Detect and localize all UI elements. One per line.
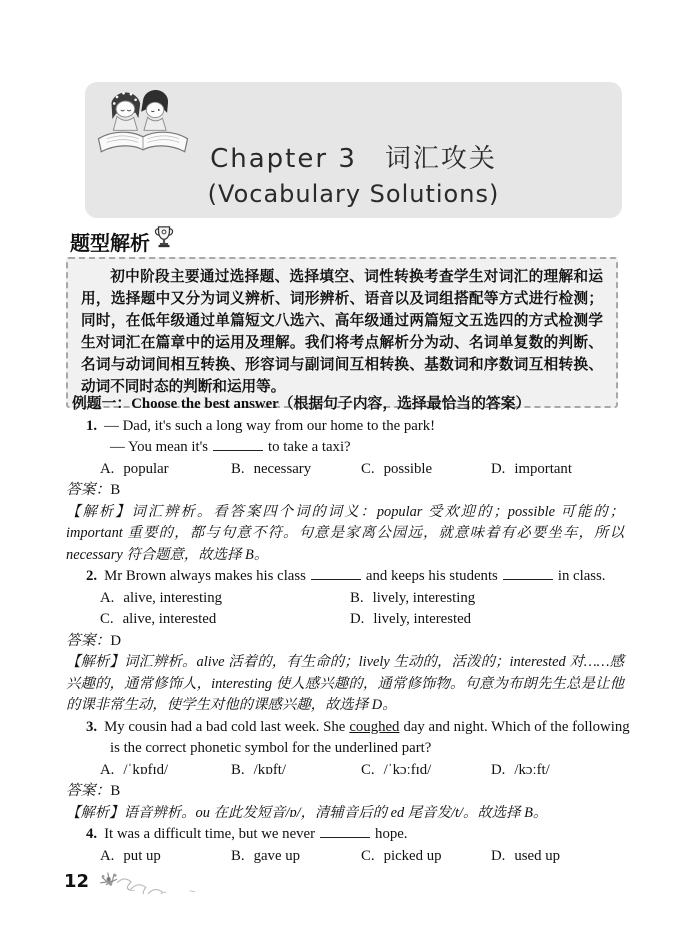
question-1-analysis: 【解析】词汇辨析。看答案四个词的词义：popular 受欢迎的；possible 可能的；important 重要的，都与句意不符。句意是家离公园远，就意味着有必要坐车，所以 necessary 符合题意，故选择 B。 — [66, 503, 624, 563]
children-reading-illustration — [92, 85, 194, 159]
section-heading — [70, 227, 175, 256]
question-text: Mr Brown always makes his class — [104, 568, 306, 584]
question-2-options-row-1 — [66, 588, 624, 610]
question-number: 2. — [86, 568, 98, 584]
answer-label: 答案： — [66, 783, 111, 799]
answer-blank — [320, 825, 370, 838]
question-text: in class. — [557, 568, 606, 584]
question-3-line-1 — [66, 717, 630, 739]
option-c: C. picked up — [361, 847, 442, 864]
question-3-answer — [66, 781, 624, 803]
question-text: — Dad, it's such a long way from our home to the park! — [104, 417, 436, 434]
question-text: hope. — [375, 826, 408, 842]
question-1-answer — [66, 480, 624, 502]
option-a: A. popular — [100, 460, 169, 477]
chapter-header — [85, 82, 622, 218]
question-text: It was a difficult time, but we never — [104, 826, 316, 842]
question-text: — You mean it's — [110, 439, 209, 455]
option-b: B. gave up — [231, 847, 301, 864]
example-heading: 例题一：Choose the best answer（根据句子内容，选择最恰当的答案） — [72, 396, 531, 412]
underlined-word: coughed — [349, 718, 400, 735]
page-footer — [64, 868, 244, 894]
option-d: D. used up — [491, 847, 561, 864]
section-title: 题型解析 — [70, 231, 150, 255]
question-4-line-1 — [66, 824, 624, 846]
page-number: 12 — [64, 870, 90, 892]
answer-blank — [311, 567, 361, 580]
answer-value: B — [110, 482, 121, 498]
question-3-options — [66, 760, 624, 782]
answer-value: D — [110, 632, 122, 649]
question-1-line-1 — [66, 416, 624, 438]
vine-ornament-icon — [94, 868, 244, 894]
question-text: My cousin had a bad cold last week. She — [104, 718, 346, 735]
question-text: to take a taxi? — [268, 439, 351, 455]
question-3-line-2 — [66, 738, 624, 760]
answer-value: B — [110, 783, 121, 799]
question-number: 3. — [86, 718, 98, 735]
content — [66, 394, 630, 867]
question-2-answer — [66, 631, 624, 653]
answer-label: 答案： — [66, 482, 111, 498]
question-1-line-2 — [66, 437, 624, 459]
option-c: C. alive, interested — [100, 611, 217, 627]
option-b: B. necessary — [231, 460, 312, 477]
question-3-analysis: 【解析】语音辨析。ou 在此发短音/ɒ/，清辅音后的 ed 尾音发/t/。故选择 B。 — [66, 804, 548, 821]
trophy-icon — [153, 224, 175, 250]
option-a: A. put up — [100, 847, 161, 864]
option-b: B. lively, interesting — [350, 589, 476, 606]
question-text: is the correct phonetic symbol for the underlined part? — [110, 740, 432, 756]
answer-blank — [213, 438, 263, 451]
question-number: 4. — [86, 826, 98, 842]
chapter-subtitle: (Vocabulary Solutions) — [207, 180, 500, 208]
option-d: D. /kɔːft/ — [491, 761, 550, 778]
option-c: C. /ˈkɔːfɪd/ — [361, 761, 432, 778]
question-2-options-row-2 — [66, 609, 624, 631]
option-a: A. alive, interesting — [100, 589, 223, 606]
option-a: A. /ˈkɒfɪd/ — [100, 761, 169, 778]
option-d: D. important — [491, 460, 572, 477]
option-d: D. lively, interested — [350, 611, 472, 627]
question-text: and keeps his students — [365, 568, 498, 584]
answer-blank — [503, 567, 553, 580]
question-1-options — [66, 459, 624, 481]
option-c: C. possible — [361, 460, 433, 477]
chapter-title: Chapter 3 词汇攻关 — [210, 144, 497, 174]
question-2-line-1 — [66, 566, 624, 588]
intro-box — [66, 257, 618, 408]
question-2-analysis: 【解析】词汇辨析。alive 活着的，有生命的；lively 生动的，活泼的；interested 对……感兴趣的，通常修饰人，interesting 使人感兴趣的，通常修饰物。句意为布朗先生总是让他的课非常生动，使学生对他的课感兴趣，故选择 D。 — [66, 654, 624, 713]
question-number: 1. — [86, 417, 98, 434]
option-b: B. /kɒft/ — [231, 761, 286, 778]
answer-label: 答案： — [66, 632, 111, 649]
intro-text: 初中阶段主要通过选择题、选择填空、词性转换考查学生对词汇的理解和运用，选择题中又分为词义辨析、词形辨析、语音以及词组搭配等方式进行检测；同时，在低年级通过单篇短文八选六、高年级通过两篇短文五选四的方式检测学生对词汇在篇章中的运用及理解。我们将考点解析分为动、名词单复数的判断、名词与动词间相互转换、形容词与副词间互相转换、基数词和序数词互相转换、动词不同时态的判断和运用等。 — [81, 269, 603, 395]
question-text: day and night. Which of the following — [403, 718, 630, 735]
question-4-options — [66, 846, 624, 868]
